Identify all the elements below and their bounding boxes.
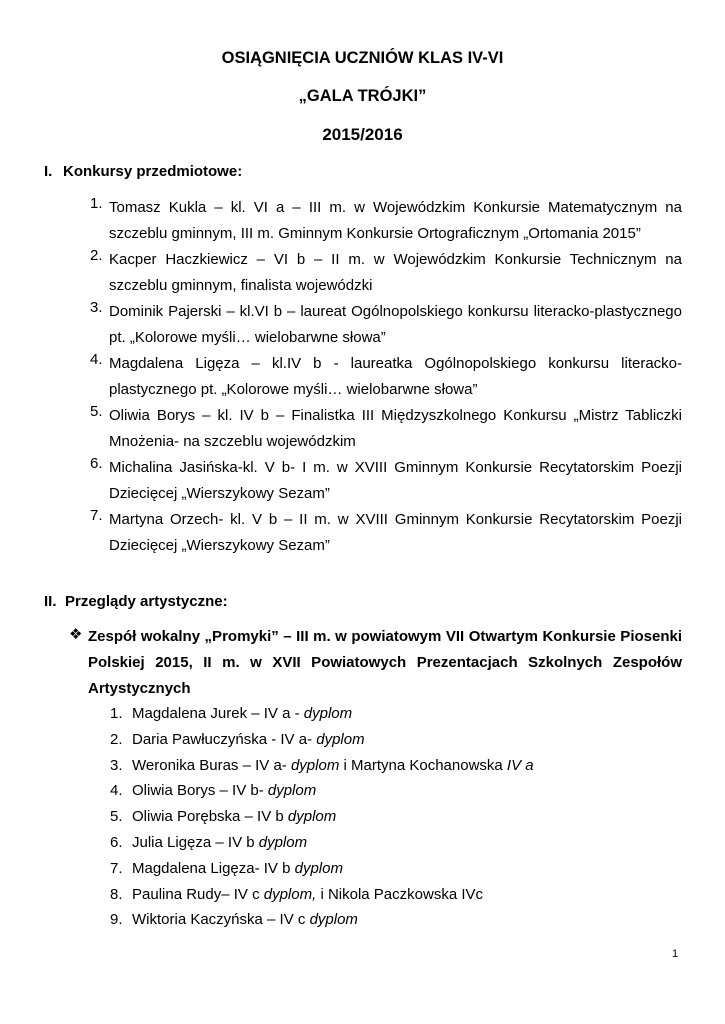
list-item	[90, 455, 682, 507]
item-award: dyplom	[294, 859, 343, 877]
list-item	[110, 856, 670, 882]
item-number: 1.	[110, 705, 123, 722]
item-number: 5.	[110, 808, 123, 826]
item-number: 6.	[110, 833, 123, 851]
list-item	[110, 830, 670, 856]
section-title: Konkursy przedmiotowe:	[63, 163, 243, 180]
list-item	[90, 403, 682, 455]
item-text: Kacper Haczkiewicz – VI b – II m. w Wojewódzkim Konkursie Technicznym na szczeblu gminnym, finalista wojewódzki	[109, 251, 682, 294]
item-number: 9.	[110, 911, 123, 929]
item-number: 7.	[110, 859, 123, 877]
item-text: Magdalena Ligęza- IV b	[132, 859, 295, 877]
list-item	[110, 727, 670, 753]
item-award: dyplom	[303, 705, 353, 722]
bullet-text: Zespół wokalny „Promyki” – III m. w powiatowym VII Otwartym Konkursie Piosenki Polskiej 2015, II m. w XVII Powiatowych Prezentacjach Szkolnych Zespołów Artystycznych	[88, 628, 682, 697]
item-number: 7.	[90, 507, 103, 524]
item-text: Weronika Buras – IV a-	[132, 756, 291, 774]
list-item	[90, 507, 682, 559]
section-heading-artistic-reviews	[44, 593, 228, 610]
item-text: Wiktoria Kaczyńska – IV c	[132, 911, 310, 929]
item-text: Daria Pawłuczyńska - IV a-	[132, 730, 317, 748]
list-item	[90, 299, 682, 351]
item-text: Julia Ligęza – IV b	[132, 833, 259, 851]
item-number: 3.	[110, 756, 123, 774]
item-extra: i Nikola Paczkowska IVc	[316, 885, 484, 903]
list-item	[110, 753, 670, 779]
item-award: dyplom	[258, 833, 308, 851]
item-number: 1.	[90, 195, 103, 212]
bullet-item	[69, 624, 682, 702]
list-item	[110, 882, 670, 908]
item-number: 3.	[90, 299, 103, 316]
diamond-bullet-icon: ❖	[69, 626, 83, 643]
section-title: Przeglądy artystyczne:	[65, 593, 228, 610]
item-award: dyplom	[267, 782, 317, 800]
award-list	[110, 701, 670, 933]
document-title: OSIĄGNIĘCIA UCZNIÓW KLAS IV-VI	[221, 49, 504, 67]
item-award: dyplom,	[263, 885, 317, 903]
item-class: IV a	[506, 756, 534, 774]
item-text: Dominik Pajerski – kl.VI b – laureat Ogólnopolskiego konkursu literacko-plastycznego pt. „Kolorowe myśli… wielobarwne słowa”	[109, 303, 682, 346]
list-item	[110, 907, 670, 933]
item-text: Martyna Orzech- kl. V b – II m. w XVIII Gminnym Konkursie Recytatorskim Poezji Dziecięcej „Wierszykowy Sezam”	[109, 511, 682, 554]
item-text: Michalina Jasińska-kl. V b- I m. w XVIII Gminnym Konkursie Recytatorskim Poezji Dziecięcej „Wierszykowy Sezam”	[109, 459, 682, 502]
item-award: dyplom	[287, 808, 337, 826]
item-text: Oliwia Borys – IV b-	[132, 782, 268, 800]
item-number: 8.	[110, 885, 123, 903]
school-year: 2015/2016	[322, 125, 403, 144]
list-item	[90, 195, 682, 247]
page-number: 1	[672, 948, 679, 960]
item-extra: i Martyna Kochanowska	[339, 756, 507, 774]
section-number: I.	[44, 163, 53, 180]
subject-contests-list	[90, 195, 682, 559]
item-text: Paulina Rudy– IV c	[132, 885, 264, 903]
item-text: Tomasz Kukla – kl. VI a – III m. w Wojewódzkim Konkursie Matematycznym na szczeblu gminnym, III m. Gminnym Konkursie Ortograficznym „Ortomania 2015”	[109, 199, 682, 242]
item-text: Magdalena Ligęza – kl.IV b - laureatka Ogólnopolskiego konkursu literacko-plastycznego pt. „Kolorowe myśli… wielobarwne słowa”	[109, 355, 682, 398]
item-text: Magdalena Jurek – IV a -	[132, 705, 304, 722]
item-number: 2.	[110, 730, 123, 748]
item-award: dyplom	[316, 730, 365, 748]
item-text: Oliwia Porębska – IV b	[132, 808, 288, 826]
item-number: 6.	[90, 455, 103, 472]
list-item	[90, 351, 682, 403]
list-item	[110, 804, 670, 830]
section-heading-subject-contests	[44, 163, 242, 180]
item-number: 4.	[110, 782, 123, 800]
item-award: dyplom	[290, 756, 340, 774]
list-item	[110, 778, 670, 804]
section-number: II.	[44, 593, 57, 610]
list-item	[110, 701, 670, 727]
list-item	[90, 247, 682, 299]
item-award: dyplom	[309, 911, 358, 929]
item-number: 4.	[90, 351, 103, 368]
item-number: 5.	[90, 403, 103, 420]
item-number: 2.	[90, 247, 103, 264]
event-name: „GALA TRÓJKI”	[298, 87, 427, 105]
item-text: Oliwia Borys – kl. IV b – Finalistka III Międzyszkolnego Konkursu „Mistrz Tabliczki Mnożenia- na szczeblu wojewódzkim	[109, 407, 682, 450]
